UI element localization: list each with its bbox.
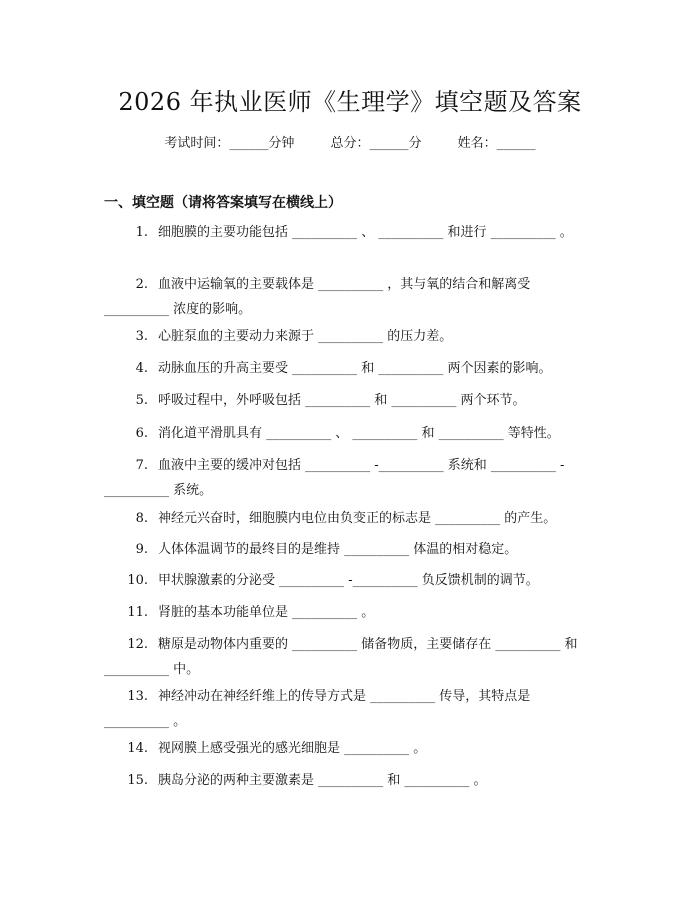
total-score: 总分：______分 — [330, 136, 422, 151]
exam-time: 考试时间：______分钟 — [164, 136, 295, 151]
question-1 — [104, 220, 596, 245]
question-text: 心脏泵血的主要动力来源于 __________ 的压力差。 — [158, 329, 453, 344]
question-text: 人体体温调节的最终目的是维持 __________ 体温的相对稳定。 — [158, 542, 518, 557]
question-number: 11. — [127, 605, 148, 620]
question-9 — [104, 537, 596, 562]
question-10 — [104, 568, 596, 593]
question-5 — [104, 388, 596, 413]
question-number: 7. — [135, 458, 148, 473]
question-text: 血液中主要的缓冲对包括 __________ -__________ 系统和 __________ -__________ 系统。 — [104, 458, 565, 498]
question-number: 1. — [135, 225, 148, 240]
question-13 — [104, 684, 596, 734]
section-title: 一、填空题（请将答案填写在横线上） — [104, 195, 342, 211]
question-text: 动脉血压的升高主要受 __________ 和 __________ 两个因素的影响。 — [158, 361, 552, 376]
question-number: 13. — [127, 689, 148, 704]
question-text: 糖原是动物体内重要的 __________ 储备物质，主要储存在 __________ 和 __________ 中。 — [104, 637, 582, 677]
student-name: 姓名：______ — [457, 136, 536, 151]
question-4 — [104, 356, 596, 381]
question-number: 8. — [135, 511, 148, 526]
question-text: 肾脏的基本功能单位是 __________ 。 — [158, 605, 375, 620]
question-text: 甲状腺激素的分泌受 __________ -__________ 负反馈机制的调节。 — [158, 573, 539, 588]
question-7 — [104, 453, 596, 503]
question-2 — [104, 272, 596, 322]
question-12 — [104, 632, 596, 682]
question-text: 视网膜上感受强光的感光细胞是 __________ 。 — [158, 741, 427, 756]
question-text: 细胞膜的主要功能包括 __________ 、 __________ 和进行 __________ 。 — [158, 225, 573, 240]
question-text: 消化道平滑肌具有 __________ 、 __________ 和 __________ 等特性。 — [158, 426, 560, 441]
question-text: 神经元兴奋时，细胞膜内电位由负变正的标志是 __________ 的产生。 — [158, 511, 557, 526]
question-text: 神经冲动在神经纤维上的传导方式是 __________ 传导，其特点是 __________ 。 — [104, 689, 535, 729]
question-14 — [104, 736, 596, 761]
question-number: 3. — [135, 329, 148, 344]
question-6 — [104, 421, 596, 446]
question-11 — [104, 600, 596, 625]
question-text: 胰岛分泌的两种主要激素是 __________ 和 __________ 。 — [158, 773, 487, 788]
question-number: 6. — [135, 426, 148, 441]
question-number: 5. — [135, 393, 148, 408]
exam-meta — [0, 132, 700, 151]
question-number: 12. — [127, 637, 148, 652]
question-text: 呼吸过程中，外呼吸包括 __________ 和 __________ 两个环节。 — [158, 393, 526, 408]
page-title: 2026 年执业医师《生理学》填空题及答案 — [118, 88, 582, 116]
question-number: 10. — [127, 573, 148, 588]
question-15 — [104, 768, 596, 793]
question-number: 15. — [127, 773, 148, 788]
question-number: 14. — [127, 741, 148, 756]
question-8 — [104, 506, 596, 531]
question-text: 血液中运输氧的主要载体是 __________ ，其与氧的结合和解离受 __________ 浓度的影响。 — [104, 277, 535, 317]
question-3 — [104, 324, 596, 349]
question-number: 9. — [135, 542, 148, 557]
question-number: 4. — [135, 361, 148, 376]
question-number: 2. — [135, 277, 148, 292]
